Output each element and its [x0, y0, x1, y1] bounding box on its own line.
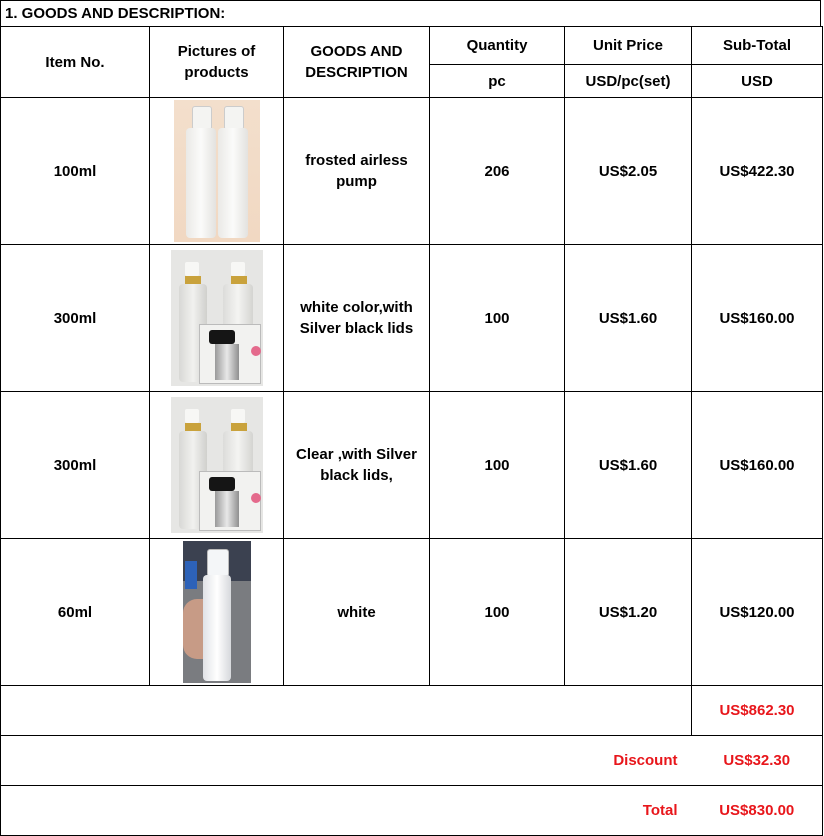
sub-total: US$120.00: [692, 539, 823, 686]
product-picture: [150, 245, 284, 392]
goods-table: [0, 26, 823, 836]
sub-total: US$422.30: [692, 98, 823, 245]
product-picture: [150, 98, 284, 245]
total-label: Total: [1, 786, 692, 836]
table-row: [1, 245, 823, 392]
item-no: 60ml: [1, 539, 150, 686]
quantity: 100: [430, 392, 565, 539]
item-no: 300ml: [1, 245, 150, 392]
header-quantity-unit: pc: [430, 65, 565, 98]
table-row: [1, 392, 823, 539]
header-item-no: Item No.: [1, 27, 150, 98]
frosted-airless-pump-bottles-image: [174, 100, 260, 242]
goods-description: white color,with Silver black lids: [284, 245, 430, 392]
discount-label: Discount: [1, 736, 692, 786]
white-pump-bottles-image: [171, 250, 263, 386]
sum-row: [1, 686, 823, 736]
table-row: [1, 98, 823, 245]
sub-total: US$160.00: [692, 245, 823, 392]
goods-description: Clear ,with Silver black lids,: [284, 392, 430, 539]
clear-pump-bottles-image: [171, 397, 263, 533]
unit-price: US$1.20: [565, 539, 692, 686]
section-title: 1. GOODS AND DESCRIPTION:: [0, 0, 821, 26]
unit-price: US$1.60: [565, 245, 692, 392]
goods-description: frosted airless pump: [284, 98, 430, 245]
sub-total: US$160.00: [692, 392, 823, 539]
quantity: 100: [430, 245, 565, 392]
header-goods: GOODS AND DESCRIPTION: [284, 27, 430, 98]
sum-label-cell: [1, 686, 692, 736]
header-unit-price: Unit Price: [565, 27, 692, 65]
header-pictures: Pictures of products: [150, 27, 284, 98]
header-price-unit: USD/pc(set): [565, 65, 692, 98]
discount-value: US$32.30: [692, 736, 823, 786]
sum-value: US$862.30: [692, 686, 823, 736]
discount-row: [1, 736, 823, 786]
header-sub-total: Sub-Total: [692, 27, 823, 65]
unit-price: US$1.60: [565, 392, 692, 539]
total-row: [1, 786, 823, 836]
product-picture: [150, 539, 284, 686]
item-no: 300ml: [1, 392, 150, 539]
quantity: 100: [430, 539, 565, 686]
header-row: [1, 27, 823, 65]
total-value: US$830.00: [692, 786, 823, 836]
goods-description: white: [284, 539, 430, 686]
product-picture: [150, 392, 284, 539]
table-row: [1, 539, 823, 686]
header-subtotal-unit: USD: [692, 65, 823, 98]
unit-price: US$2.05: [565, 98, 692, 245]
item-no: 100ml: [1, 98, 150, 245]
quantity: 206: [430, 98, 565, 245]
header-quantity: Quantity: [430, 27, 565, 65]
white-spray-bottle-image: [183, 541, 251, 683]
